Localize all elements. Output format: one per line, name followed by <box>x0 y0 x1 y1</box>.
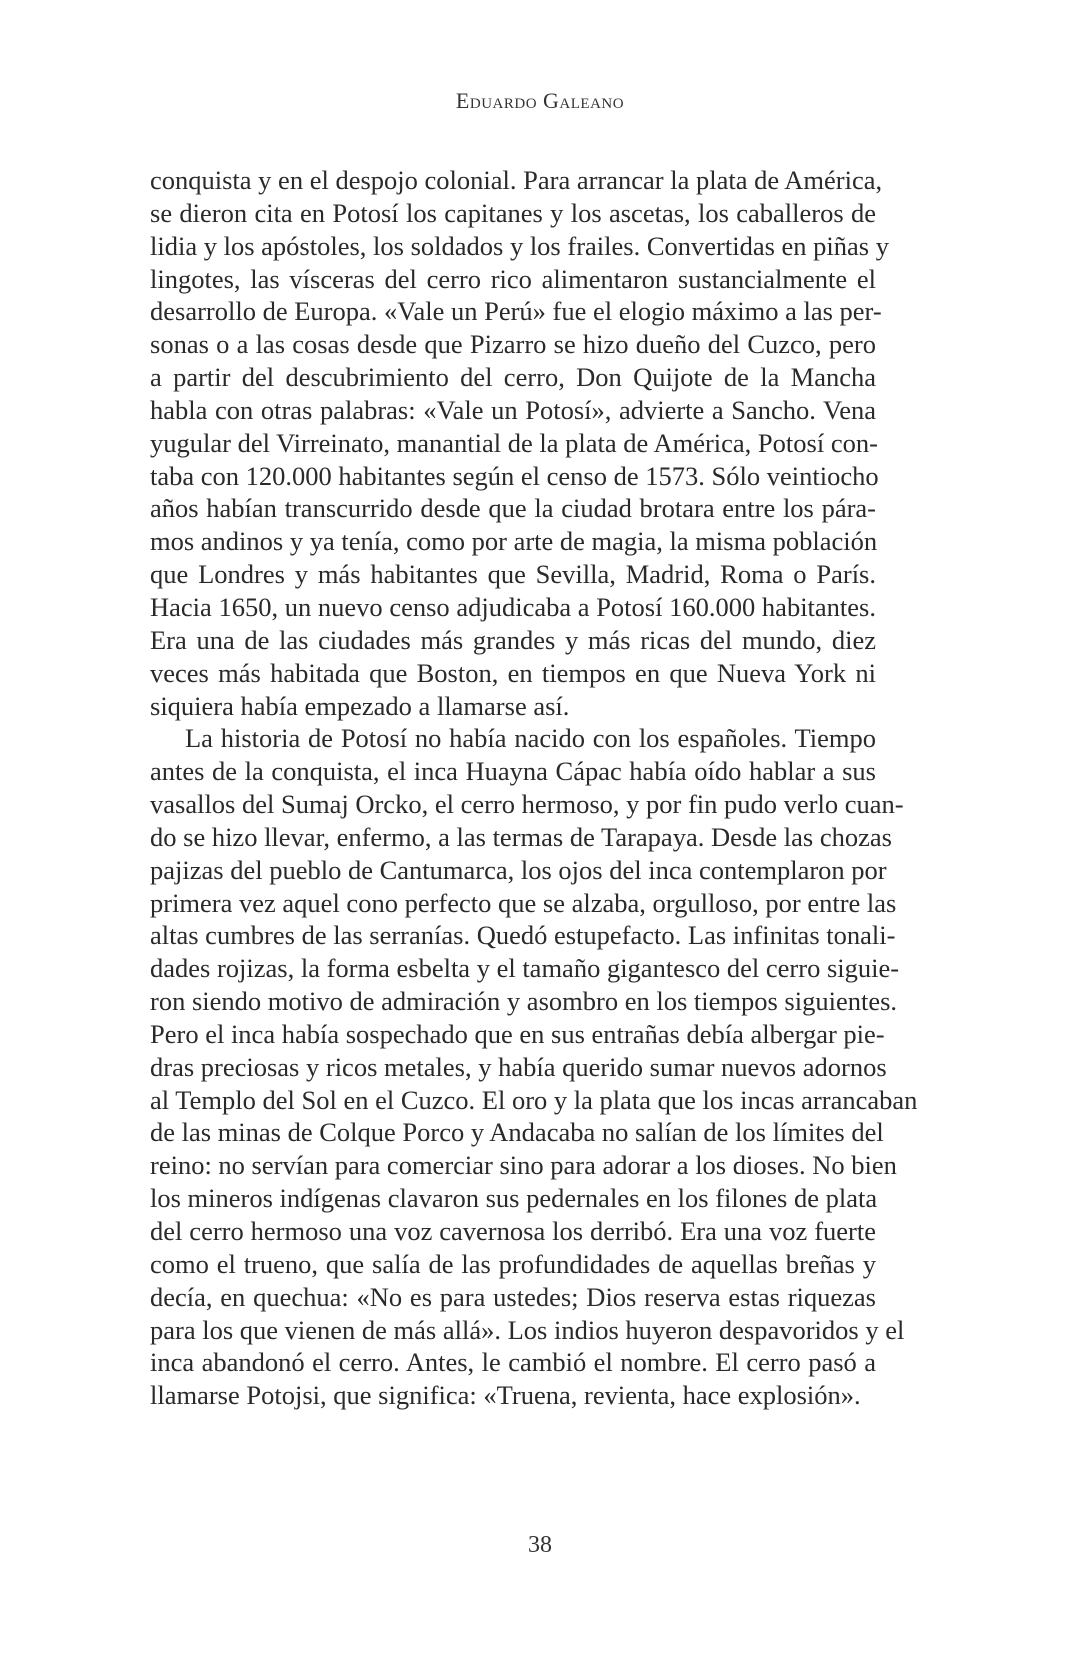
text-line: decía, en quechua: «No es para ustedes; Dios reserva estas riquezas <box>150 1281 876 1312</box>
text-line: pajizas del pueblo de Cantumarca, los ojos del inca contemplaron por <box>150 854 887 885</box>
text-line: desarrollo de Europa. «Vale un Perú» fue el elogio máximo a las per- <box>150 296 882 327</box>
text-line: sonas o a las cosas desde que Pizarro se hizo dueño del Cuzco, pero <box>150 329 876 360</box>
text-line: inca abandonó el cerro. Antes, le cambió el nombre. El cerro pasó a <box>150 1347 876 1378</box>
text-line: Pero el inca había sospechado que en sus entrañas debía albergar pie- <box>150 1018 885 1049</box>
text-line: de las minas de Colque Porco y Andacaba no salían de los límites del <box>150 1117 884 1148</box>
paragraph-1 <box>150 164 889 722</box>
text-line: los mineros indígenas clavaron sus pedernales en los filones de plata <box>150 1183 878 1214</box>
text-line: del cerro hermoso una voz cavernosa los derribó. Era una voz fuerte <box>150 1216 876 1246</box>
running-head-text: Eduardo Galeano <box>455 88 625 113</box>
text-line: Era una de las ciudades más grandes y más ricas del mundo, diez <box>150 624 876 655</box>
page-number-text: 38 <box>528 1532 552 1558</box>
text-line: altas cumbres de las serranías. Quedó estupefacto. Las infinitas tonali- <box>150 920 896 951</box>
text-line: a partir del descubrimiento del cerro, Don Quijote de la Mancha <box>150 362 876 393</box>
text-line: al Templo del Sol en el Cuzco. El oro y la plata que los incas arrancaban <box>150 1084 918 1115</box>
body-text <box>150 164 918 1412</box>
text-line: mos andinos y ya tenía, como por arte de magia, la misma población <box>150 526 878 557</box>
text-line: lingotes, las vísceras del cerro rico alimentaron sustancialmente el <box>150 263 876 294</box>
text-line: se dieron cita en Potosí los capitanes y los ascetas, los caballeros de <box>150 197 876 228</box>
text-line: como el trueno, que salía de las profundidades de aquellas breñas y <box>150 1248 876 1279</box>
text-line: primera vez aquel cono perfecto que se alzaba, orgulloso, por entre las <box>150 887 897 918</box>
text-line: que Londres y más habitantes que Sevilla, Madrid, Roma o París. <box>150 559 876 590</box>
text-line: reino: no servían para comerciar sino para adorar a los dioses. No bien <box>150 1150 897 1181</box>
paragraph-2 <box>150 722 918 1412</box>
text-line: veces más habitada que Boston, en tiempos en que Nueva York ni <box>150 657 876 688</box>
text-line: habla con otras palabras: «Vale un Potosí», advierte a Sancho. Vena <box>150 394 876 425</box>
text-line: vasallos del Sumaj Orcko, el cerro hermoso, y por fin pudo verlo cuan- <box>150 789 904 820</box>
text-line: dades rojizas, la forma esbelta y el tamaño gigantesco del cerro siguie- <box>150 953 900 984</box>
text-line: Hacia 1650, un nuevo censo adjudicaba a Potosí 160.000 habitantes. <box>150 591 876 622</box>
text-line: do se hizo llevar, enfermo, a las termas de Tarapaya. Desde las chozas <box>150 821 892 852</box>
text-line: llamarse Potojsi, que significa: «Truena, revienta, hace explosión». <box>150 1380 861 1411</box>
text-line: antes de la conquista, el inca Huayna Cápac había oído hablar a sus <box>150 756 876 787</box>
text-line: dras preciosas y ricos metales, y había querido sumar nuevos adornos <box>150 1051 887 1082</box>
text-line: taba con 120.000 habitantes según el censo de 1573. Sólo veintiocho <box>150 460 879 491</box>
text-line: siquiera había empezado a llamarse así. <box>150 690 570 721</box>
text-line: ron siendo motivo de admiración y asombro en los tiempos siguientes. <box>150 986 898 1017</box>
text-line: años habían transcurrido desde que la ciudad brotara entre los pára- <box>150 493 876 524</box>
text-line: lidia y los apóstoles, los soldados y los frailes. Convertidas en piñas y <box>150 230 889 261</box>
page-number <box>0 1532 1080 1559</box>
text-line: La historia de Potosí no había nacido con los españoles. Tiempo <box>185 723 876 754</box>
text-line: para los que vienen de más allá». Los indios huyeron despavoridos y el <box>150 1314 905 1345</box>
text-line: conquista y en el despojo colonial. Para arrancar la plata de América, <box>150 165 883 195</box>
running-head-author <box>0 88 1080 114</box>
text-line: yugular del Virreinato, manantial de la plata de América, Potosí con- <box>150 427 878 458</box>
